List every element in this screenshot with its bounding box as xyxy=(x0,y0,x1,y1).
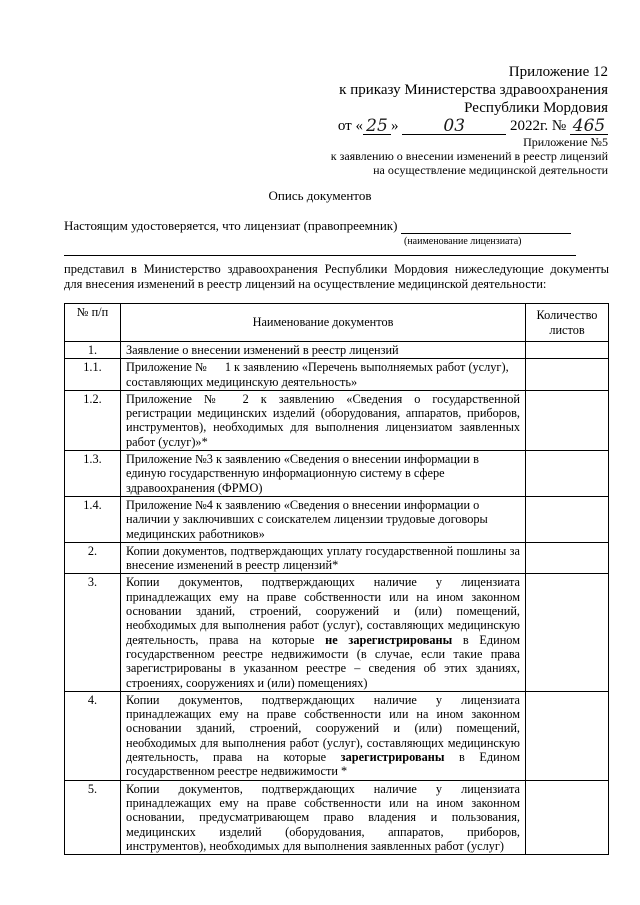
row-desc xyxy=(121,780,526,854)
row-desc xyxy=(121,359,526,391)
row-num: 1.2. xyxy=(65,390,121,450)
date-prefix: от « xyxy=(337,118,363,134)
row-sheets xyxy=(526,542,609,574)
order-date-line xyxy=(338,116,608,135)
row-sheets xyxy=(526,451,609,497)
page-title: Опись документов xyxy=(268,188,372,203)
presented-text-2: для внесения изменений в реестр лицензий на осуществление медицинской деятельности: xyxy=(64,277,547,291)
row-num: 1. xyxy=(65,342,121,359)
table-row xyxy=(65,496,609,542)
republic-line: Республики Мордовия xyxy=(464,100,608,116)
row-desc-text-cont: 2 к заявлению «Сведения о государственной регистрации медицинских изделий (оборудования, аппаратов, приборов, инструментов), необходимых для выполнения лицензиатом заявленных работ (услуг)»* xyxy=(126,391,520,449)
handwritten-number: 465 xyxy=(570,116,608,135)
row-num: 3. xyxy=(65,574,121,691)
appendix-label: Приложение 12 xyxy=(508,64,608,80)
licensee-name-caption: (наименование лицензиата) xyxy=(404,236,522,247)
table-header-row xyxy=(65,304,609,342)
row-desc xyxy=(121,542,526,574)
row-sheets xyxy=(526,780,609,854)
row-sheets xyxy=(526,496,609,542)
table-row xyxy=(65,574,609,691)
table-row xyxy=(65,780,609,854)
row-desc-text: Копии документов, подтверждающих наличие у лицензиата принадлежащих ему на праве собственности или на ином законном основании, предусматривающем право владения и пользования, медицинских изделий (оборудования, аппаратов, приборов, инструментов), необходимых для выполнения заявленных работ (услуг) xyxy=(126,781,520,853)
attachment-label: Приложение №5 xyxy=(523,135,608,149)
handwritten-month: 03 xyxy=(402,116,506,135)
header-name: Наименование документов xyxy=(121,304,526,342)
row-desc-text: Приложение № xyxy=(126,391,225,406)
row-num: 2. xyxy=(65,542,121,574)
row-desc-text: Заявление о внесении изменений в реестр лицензий xyxy=(126,343,399,357)
row-sheets xyxy=(526,691,609,780)
row-num: 4. xyxy=(65,691,121,780)
table-row xyxy=(65,691,609,780)
table-row xyxy=(65,359,609,391)
date-mid: » xyxy=(390,118,399,134)
full-width-blank xyxy=(64,254,576,256)
table-row xyxy=(65,451,609,497)
table-row xyxy=(65,390,609,450)
licensee-name-blank xyxy=(401,221,571,234)
row-desc-text: Приложение № xyxy=(126,360,207,375)
statement-line-2: на осуществление медицинской деятельности xyxy=(373,163,608,177)
row-desc-text: Приложение №4 к заявлению «Сведения о внесении информации о наличии у заключивших с соискателем лицензии трудовые договоры медицинских работников» xyxy=(126,497,488,541)
row-sheets xyxy=(526,359,609,391)
row-desc xyxy=(121,574,526,691)
table-row xyxy=(65,542,609,574)
row-desc-text: Приложение №3 к заявлению «Сведения о внесении информации в единую государственную информационную систему в сфере здравоохранения (ФРМО) xyxy=(126,452,479,495)
row-desc xyxy=(121,496,526,542)
row-sheets xyxy=(526,390,609,450)
presented-text-1: представил в Министерство здравоохранения Республики Мордовия нижеследующие документы xyxy=(64,262,609,276)
certify-line xyxy=(64,218,571,234)
row-desc-text: Копии документов, подтверждающих уплату государственной пошлины за внесение изменений в реестр лицензий* xyxy=(126,543,520,573)
row-sheets xyxy=(526,342,609,359)
header-num: № п/п xyxy=(65,304,121,342)
row-desc xyxy=(121,390,526,450)
row-desc xyxy=(121,451,526,497)
table-row xyxy=(65,342,609,359)
row-desc-text-cont: в Едином государственном реестре недвижимости (в случае, если такие права зарегистрированы в указанном реестре – сведения об этих зданиях, строениях, сооружениях и (или) помещениях) xyxy=(126,632,520,690)
header-sheets: Количество листов xyxy=(526,304,609,342)
certify-text: Настоящим удостоверяется, что лицензиат (правопреемник) xyxy=(64,218,398,233)
handwritten-day: 25 xyxy=(363,116,391,135)
row-num: 1.1. xyxy=(65,359,121,391)
row-sheets xyxy=(526,574,609,691)
row-desc-text: Копии документов, подтверждающих наличие у лицензиата принадлежащих ему на праве собственности или на ином законном основании зданий, строений, сооружений и (или) помещений, необходимых для выполнения работ (услуг), составляющих медицинскую деятельность, права на которые xyxy=(126,692,520,765)
row-num: 5. xyxy=(65,780,121,854)
row-desc-bold: не зарегистрированы xyxy=(325,632,453,647)
row-desc-text-cont: в Едином государственном реестре недвижимости * xyxy=(126,750,520,779)
documents-table xyxy=(64,303,609,855)
order-line: к приказу Министерства здравоохранения xyxy=(339,82,608,98)
row-desc-text-cont: 1 к заявлению «Перечень выполняемых работ (услуг), составляющих медицинскую деятельность» xyxy=(126,360,509,389)
row-desc xyxy=(121,691,526,780)
row-desc-text: Копии документов, подтверждающих наличие у лицензиата принадлежащих ему на праве собственности или на ином законном основании зданий, строений, сооружений и (или) помещений, необходимых для выполнения работ (услуг), составляющих медицинскую деятельность, права на которые xyxy=(126,575,520,647)
statement-line-1: к заявлению о внесении изменений в реестр лицензий xyxy=(330,149,608,163)
year-text: 2022г. № xyxy=(509,118,567,134)
row-desc xyxy=(121,342,526,359)
row-desc-bold: зарегистрированы xyxy=(340,750,445,765)
row-num: 1.3. xyxy=(65,451,121,497)
row-num: 1.4. xyxy=(65,496,121,542)
